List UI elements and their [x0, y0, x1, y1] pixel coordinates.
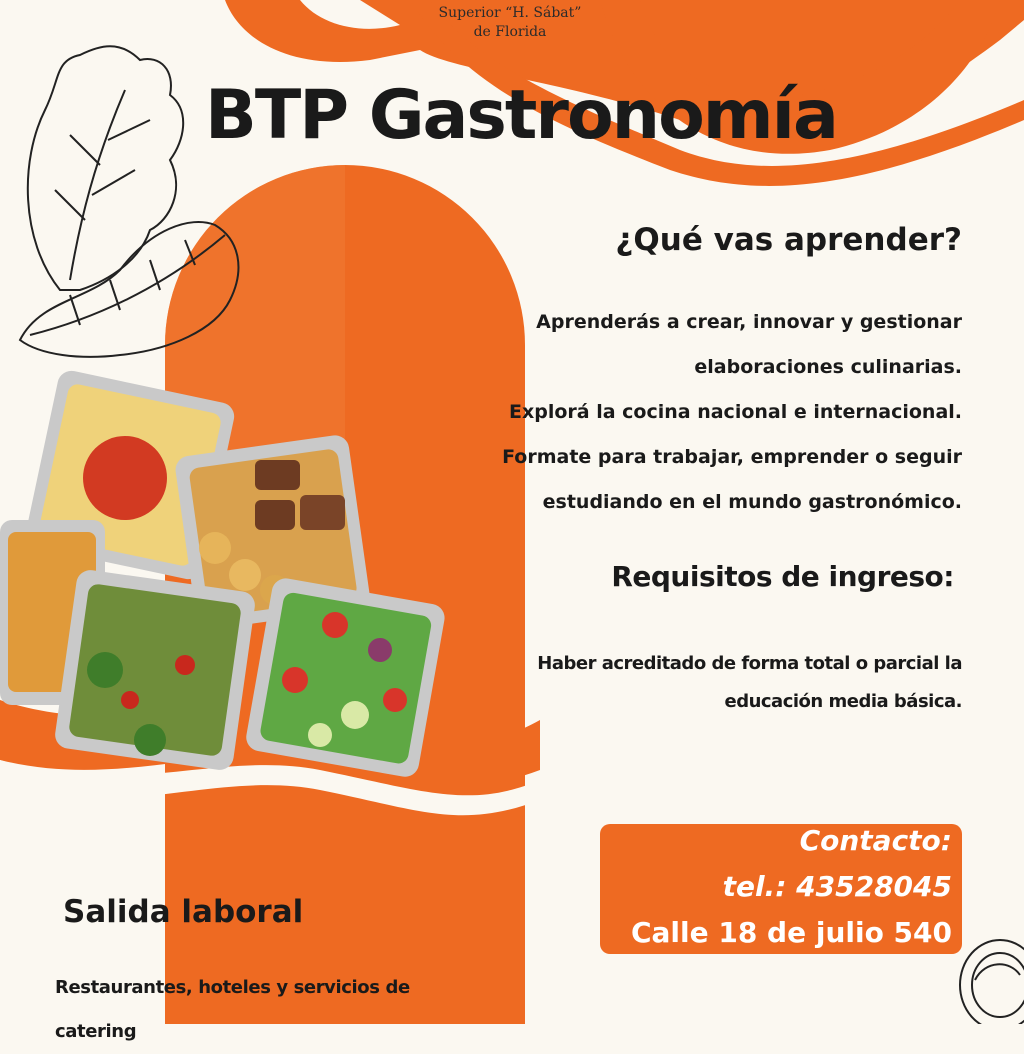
salida-heading: Salida laboral: [63, 894, 304, 930]
requirements-line: educación media básica.: [724, 691, 962, 712]
learn-line: Explorá la cocina nacional e internacional.: [509, 401, 962, 423]
contact-phone: tel.: 43528045: [722, 870, 952, 903]
requirements-list: [442, 645, 962, 721]
learn-line: Aprenderás a crear, innovar y gestionar: [536, 311, 962, 333]
institution-name: [420, 4, 600, 42]
contact-label: Contacto:: [799, 824, 952, 857]
vegetable-tray: [53, 568, 256, 771]
institution-line-2: de Florida: [473, 24, 547, 40]
institution-line-1: Superior “H. Sábat”: [438, 5, 582, 21]
contact-address: Calle 18 de julio 540: [630, 916, 952, 949]
salad-tray: [244, 576, 447, 779]
learn-heading: ¿Qué vas aprender?: [615, 222, 962, 258]
contact-box: [600, 824, 962, 954]
requirements-heading: Requisitos de ingreso:: [611, 560, 954, 593]
learn-list: [422, 300, 962, 525]
learn-line: Formate para trabajar, emprender o seguir: [502, 446, 962, 468]
salida-description: Restaurantes, hoteles y servicios de catering: [55, 977, 410, 1042]
page-title: BTP Gastronomía: [205, 76, 837, 155]
learn-line: elaboraciones culinarias.: [694, 356, 962, 378]
requirements-line: Haber acreditado de forma total o parcial la: [537, 653, 962, 674]
learn-line: estudiando en el mundo gastronómico.: [542, 491, 962, 513]
